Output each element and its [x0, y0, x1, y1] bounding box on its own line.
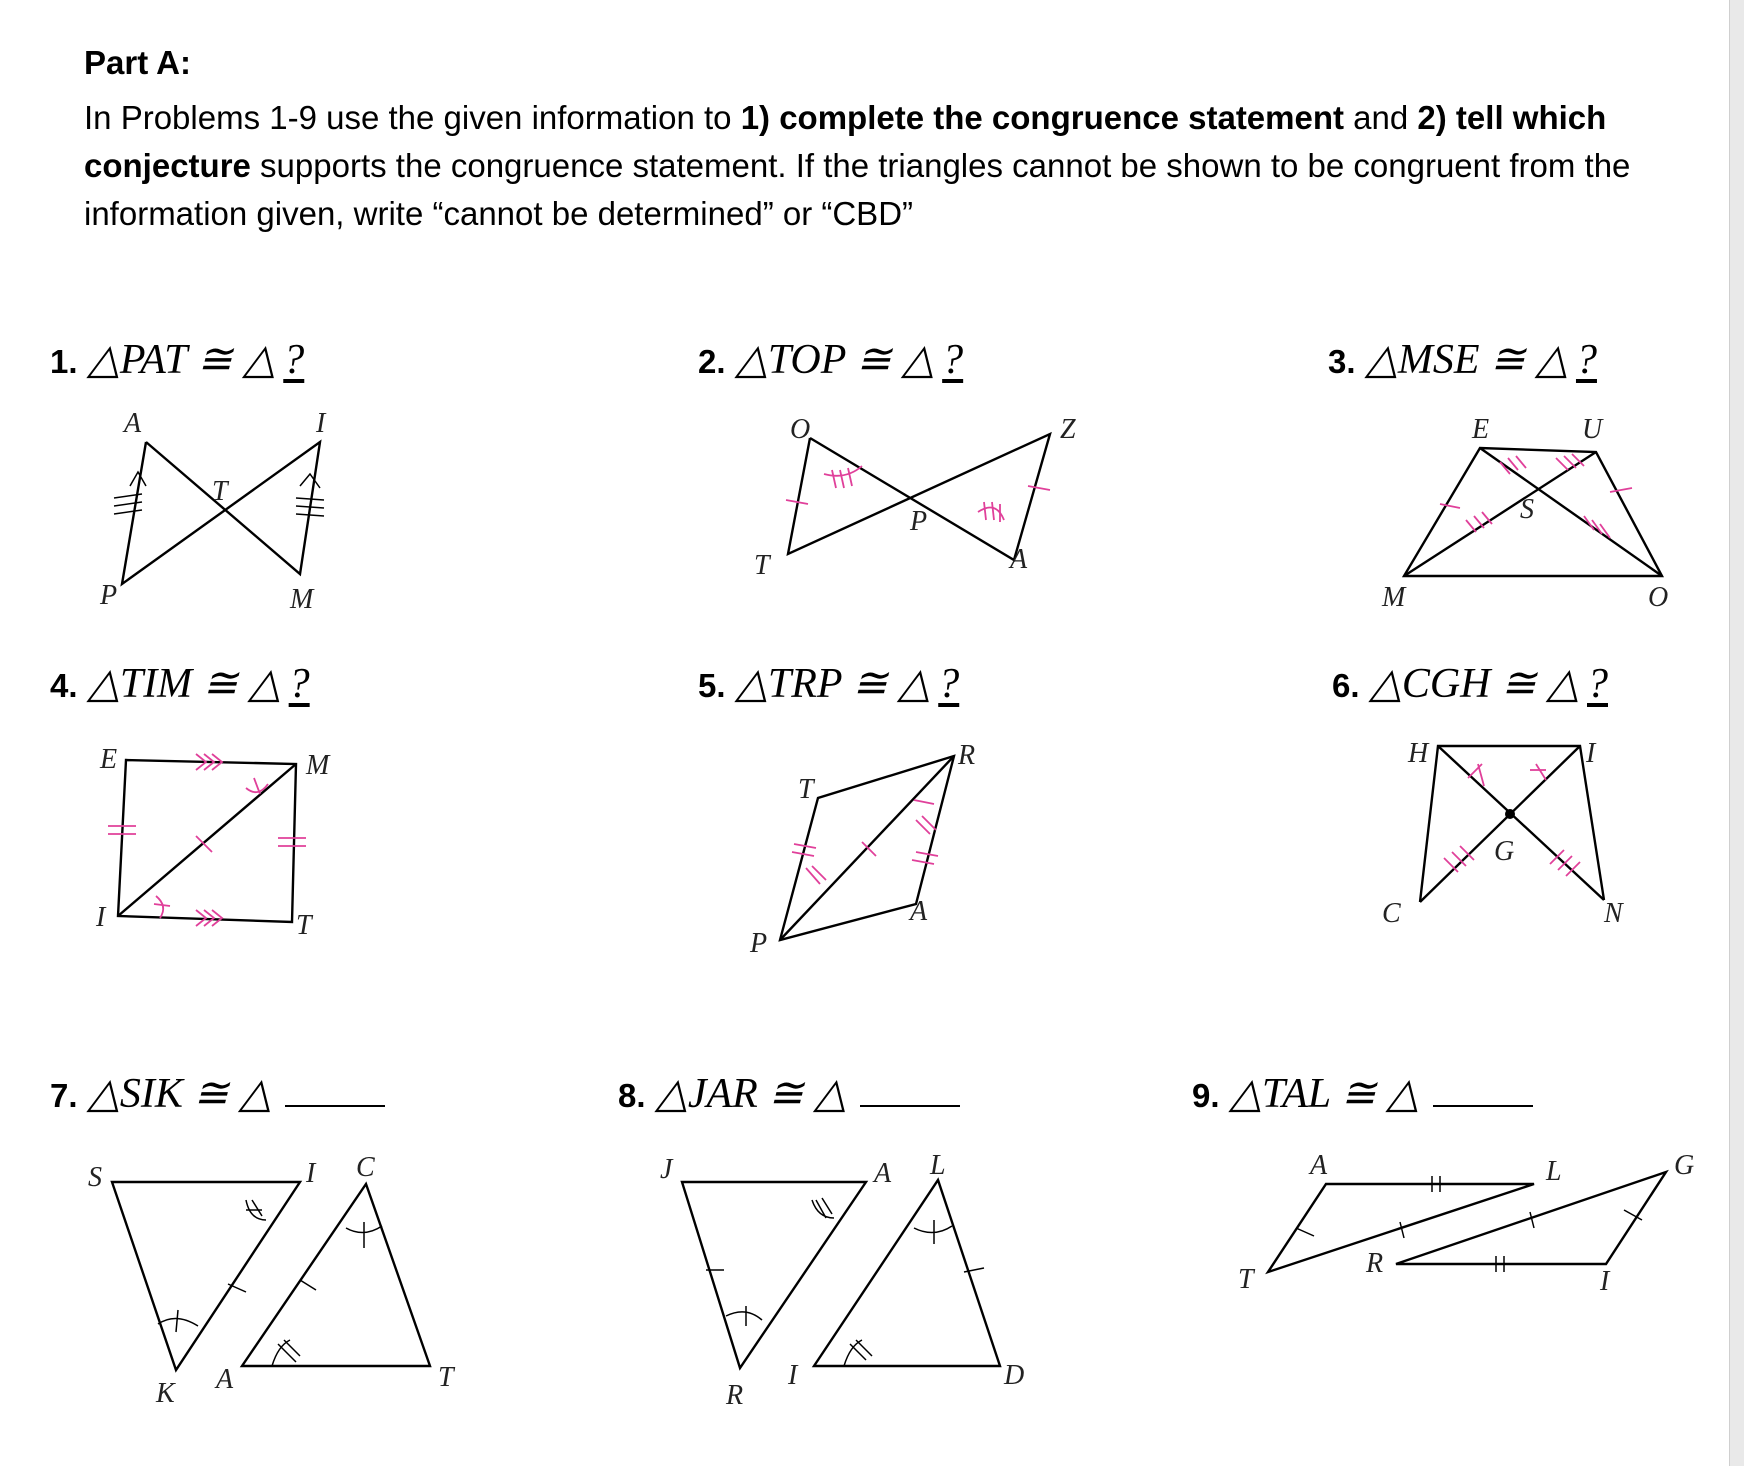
problem-8: 8. △JAR ≅ △: [618, 1068, 960, 1118]
problem-5: 5. △TRP ≅ △ ?: [698, 658, 986, 708]
label-S: S: [1520, 494, 1534, 525]
problem-3: 3. △MSE ≅ △ ?: [1328, 334, 1624, 384]
answer-blank-1[interactable]: ?: [283, 337, 305, 383]
label-C: C: [356, 1152, 375, 1183]
answer-blank-3[interactable]: ?: [1575, 337, 1597, 383]
label-A: A: [874, 1158, 892, 1189]
label-I: I: [1600, 1266, 1610, 1297]
answer-blank-4[interactable]: ?: [288, 661, 310, 707]
figure-2: [754, 414, 1076, 581]
label-Z: Z: [1060, 414, 1076, 445]
answer-blank-2[interactable]: ?: [942, 337, 964, 383]
label-U: U: [1582, 414, 1603, 445]
label-E: E: [1472, 414, 1490, 445]
label-I: I: [788, 1360, 798, 1391]
label-O: O: [1648, 582, 1669, 613]
label-E: E: [100, 744, 118, 775]
problem-1: 1. △PAT ≅ △ ?: [50, 334, 331, 384]
label-O: O: [790, 414, 811, 445]
label-G: G: [1494, 836, 1515, 867]
label-R: R: [958, 740, 976, 771]
instructions: In Problems 1-9 use the given information to 1) complete the congruence statement and 2) tell which conjecture supports the congruence statement. If the triangles cannot be shown to be congruent from the information given, write “cannot be determined” or “CBD”: [84, 99, 1631, 232]
label-R: R: [1366, 1248, 1384, 1279]
label-A: A: [124, 408, 142, 439]
label-K: K: [156, 1378, 175, 1409]
label-A: A: [910, 896, 928, 927]
label-L: L: [930, 1150, 946, 1181]
label-R: R: [726, 1380, 744, 1411]
label-P: P: [750, 928, 768, 959]
part-title: Part A:: [84, 44, 191, 81]
label-H: H: [1408, 738, 1429, 769]
problem-7: 7. △SIK ≅ △: [50, 1068, 385, 1118]
problem-2: 2. △TOP ≅ △ ?: [698, 334, 990, 384]
label-T: T: [212, 476, 228, 507]
label-T: T: [438, 1362, 454, 1393]
label-M: M: [306, 750, 330, 781]
label-T: T: [798, 774, 814, 805]
label-I: I: [306, 1158, 316, 1189]
label-J: J: [660, 1154, 673, 1185]
figure-6: [1382, 738, 1624, 929]
label-P: P: [910, 506, 928, 537]
figure-4: [95, 744, 331, 941]
label-A: A: [1010, 544, 1028, 575]
label-P: P: [100, 580, 118, 611]
label-T: T: [296, 910, 312, 941]
label-A: A: [1310, 1150, 1328, 1181]
label-I: I: [96, 902, 106, 933]
label-M: M: [1382, 582, 1406, 613]
answer-blank-6[interactable]: ?: [1587, 661, 1608, 707]
figure-3: [1381, 414, 1668, 613]
label-S: S: [88, 1162, 102, 1193]
figure-5: [749, 740, 975, 959]
label-C: C: [1382, 898, 1401, 929]
label-D: D: [1004, 1360, 1025, 1391]
answer-blank-5[interactable]: ?: [938, 661, 960, 707]
label-L: L: [1546, 1156, 1562, 1187]
label-M: M: [290, 584, 314, 615]
label-I: I: [316, 408, 326, 439]
figure-8: [660, 1150, 1024, 1411]
problem-4: 4. △TIM ≅ △ ?: [50, 658, 337, 708]
problem-6: 6. △CGH ≅ △ ?: [1332, 658, 1635, 708]
label-G: G: [1674, 1150, 1695, 1181]
figure-1: [99, 408, 327, 615]
label-I: I: [1586, 738, 1596, 769]
label-A: A: [216, 1364, 234, 1395]
figure-7: [88, 1152, 456, 1409]
label-N: N: [1604, 898, 1623, 929]
figure-9: [1238, 1150, 1694, 1297]
problem-9: 9. △TAL ≅ △: [1192, 1068, 1533, 1118]
label-T: T: [754, 550, 770, 581]
label-T: T: [1238, 1264, 1254, 1295]
